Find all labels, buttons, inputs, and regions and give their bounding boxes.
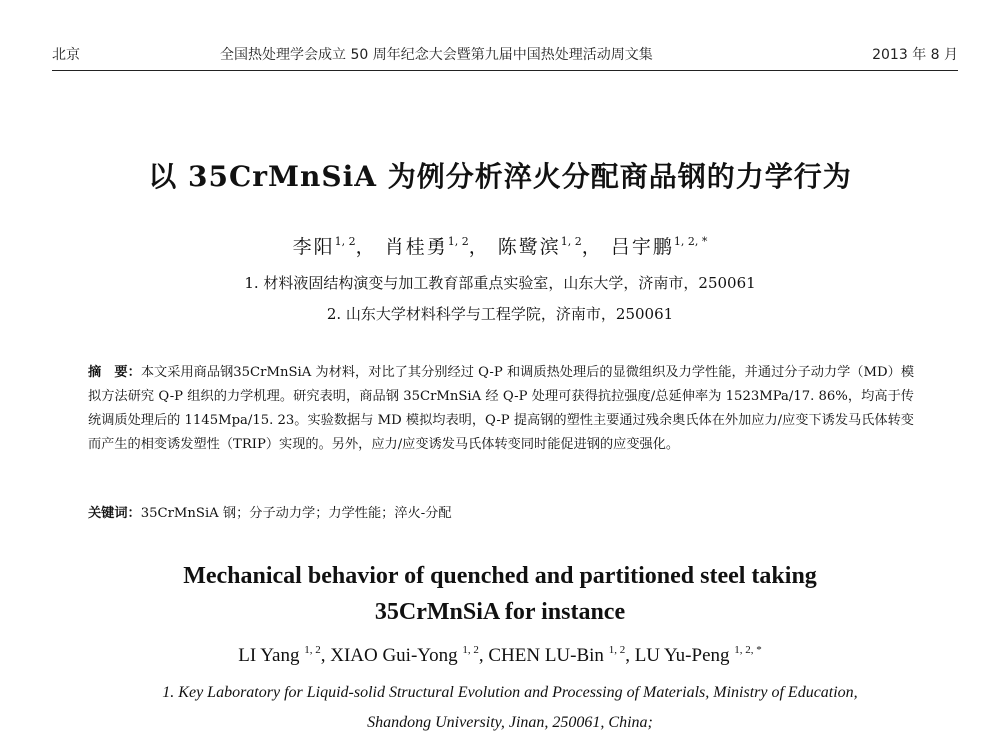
author-name: CHEN LU-Bin	[488, 645, 604, 666]
author-separator: ，	[355, 236, 377, 258]
abstract-text: 本文采用商品钢35CrMnSiA 为材料，对比了其分别经过 Q-P 和调质热处理后的显微组织及力学性能，并通过分子动力学（MD）模拟方法研究 Q-P 组织的力学机理。研究表明，商品钢 35CrMnSiA 经 Q-P 处理可获得抗拉强度/总延伸率为 1523MPa/17. 86%，均高于传统调质处理后的 1145Mpa/15. 23。实验数据与 MD 模拟均表明，Q-P 提高钢的塑性主要通过残余奥氏体在外加应力/应变下诱发马氏体转变而产生的相变诱发塑性（TRIP）实现的。另外，应力/应变诱发马氏体转变同时能促进钢的应变强化。	[88, 365, 915, 452]
author-affiliation-mark: 1, 2	[304, 644, 321, 656]
author-name: LI Yang	[238, 645, 300, 666]
author-name: 陈鹭滨	[497, 236, 561, 258]
author-separator: ,	[478, 645, 489, 666]
author-name: 李阳	[292, 236, 335, 258]
english-title	[0, 558, 1000, 630]
english-authors	[0, 645, 1000, 667]
author-affiliation-mark: 1, 2	[462, 644, 479, 656]
author-affiliation-mark: 1, 2	[334, 235, 356, 248]
chinese-affiliation-2: 2. 山东大学材料科学与工程学院，济南市，250061	[326, 305, 674, 323]
author-separator: ,	[320, 645, 331, 666]
author-name: 吕宇鹏	[610, 236, 674, 258]
author-name: 肖桂勇	[384, 236, 448, 258]
header-rule	[52, 70, 958, 71]
affiliation-text: Key Laboratory for Liquid-solid Structural Evolution and Processing of Materials, Ministry of Education, Shandong University, Jinan, 250061, China;	[178, 684, 858, 731]
keywords-label: 关键词：	[88, 506, 141, 521]
author-separator: ,	[625, 645, 635, 666]
chinese-keywords	[88, 504, 914, 524]
english-title-line-2: 35CrMnSiA for instance	[374, 599, 626, 625]
header-location: 北京	[52, 47, 80, 63]
english-title-line-1: Mechanical behavior of quenched and partitioned steel taking	[183, 563, 817, 589]
chinese-abstract	[88, 361, 914, 457]
running-header	[52, 44, 958, 66]
header-date: 2013 年 8 月	[872, 47, 958, 63]
author-affiliation-mark: 1, 2	[608, 644, 626, 656]
author-name: LU Yu-Peng	[634, 645, 730, 666]
author-name: XIAO Gui-Yong	[330, 645, 458, 666]
author-affiliation-mark: 1, 2, *	[673, 235, 708, 248]
chinese-authors	[0, 232, 1000, 259]
author-affiliation-mark: 1, 2	[560, 235, 582, 248]
english-affiliation-1	[130, 678, 890, 738]
chinese-affiliation-1: 1. 材料液固结构演变与加工教育部重点实验室，山东大学，济南市，250061	[244, 274, 756, 292]
author-separator: ，	[468, 236, 490, 258]
affiliation-number: 1.	[162, 684, 175, 701]
author-separator: ，	[581, 236, 603, 258]
author-affiliation-mark: 1, 2	[447, 235, 469, 248]
keywords-text: 35CrMnSiA 钢；分子动力学；力学性能；淬火-分配	[140, 506, 452, 521]
header-proceedings-title: 全国热处理学会成立 50 周年纪念大会暨第九届中国热处理活动周文集	[220, 47, 653, 63]
author-affiliation-mark: 1, 2, *	[734, 644, 762, 656]
abstract-label: 摘 要：	[88, 365, 141, 380]
chinese-title: 以 35CrMnSiA 为例分析淬火分配商品钢的力学行为	[148, 160, 852, 193]
